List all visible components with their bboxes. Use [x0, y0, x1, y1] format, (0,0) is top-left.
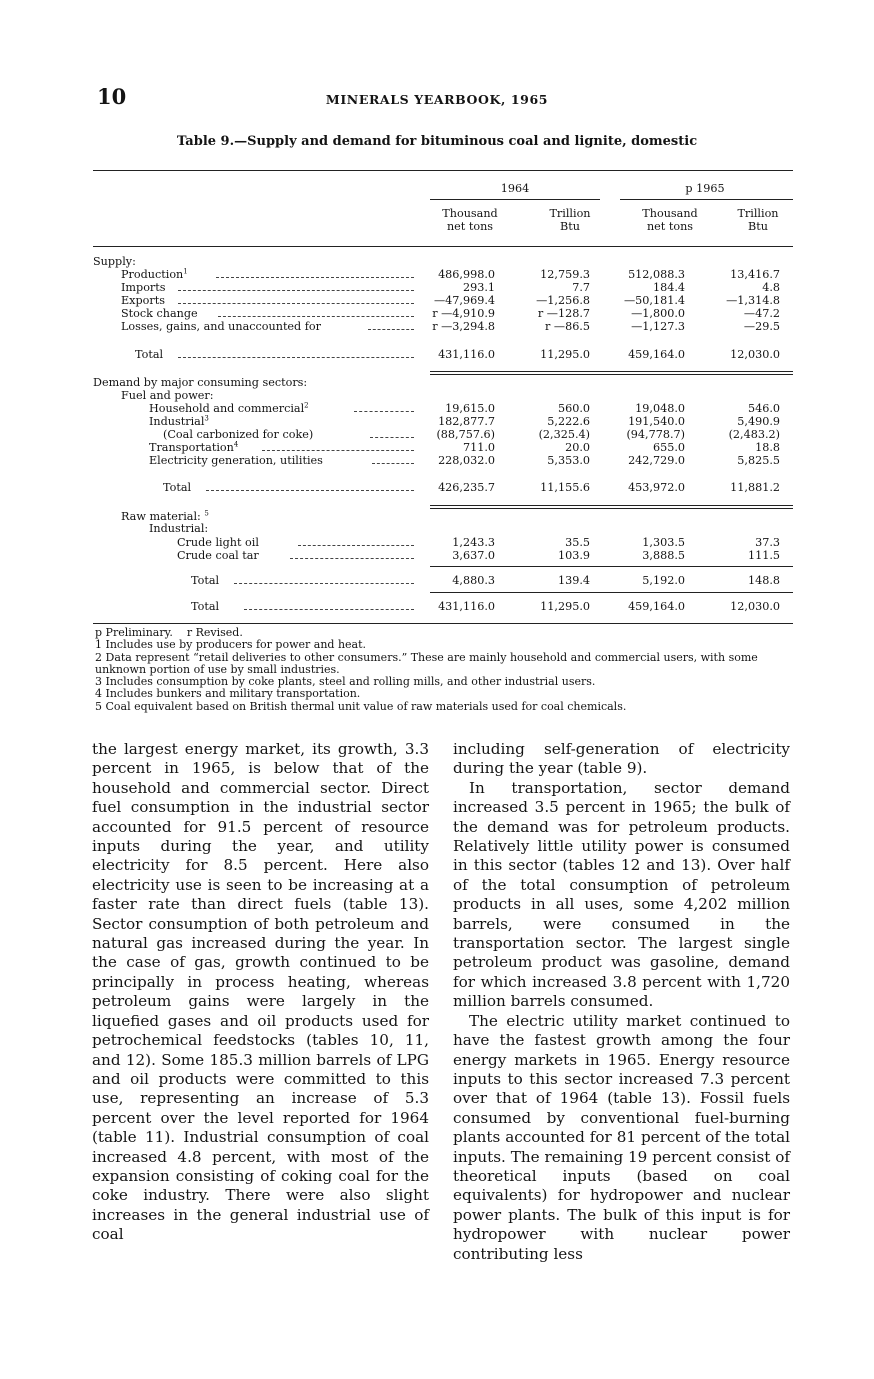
paragraph: The electric utility market continued to have the fastest growth among the four energy markets in 1965. Energy resource inputs to this sector increased 7.3 percent over that of 1964 (table 13). Fossil fuels consumed by conventional fuel-burning plants accounted for 81 percent of the total inputs. The remaining 19 percent consist of theoretical inputs (based on coal equivalents) for hydropower and nuclear power plants. The bulk of this input is for hydropower with nuclear power contributing less	[453, 1011, 790, 1263]
raw-total-rule	[430, 566, 793, 567]
paragraph: the largest energy market, its growth, 3.3 percent in 1965, is below that of the household and commercial sector. Direct fuel consumption in the industrial sector accounted for 91.5 percent of resource inputs during the year, and utility electricity for 8.5 percent. Here also electricity use is seen to be increasing at a faster rate than direct fuels (table 13). Sector consumption of both petroleum and natural gas increased during the year. In the case of gas, growth continued to be principally in process heating, whereas petroleum gains were largely in the liquefied gases and oil products used for petrochemical feedstocks (tables 10, 11, and 12). Some 185.3 million barrels of LPG and oil products were committed to this use, representing an increase of 5.3 percent over the level reported for 1964 (table 11). Industrial consumption of coal increased 4.8 percent, with most of the expansion consisting of coking coal for the coke industry. There were also slight increases in the general industrial use of coal	[92, 740, 429, 1244]
paragraph: In transportation, sector demand increased 3.5 percent in 1965; the bulk of the demand was for petroleum products. Relatively little utility power is consumed in this sector (tables 12 and 13). Over half of the total consumption of petroleum products in all uses, some 4,202 million barrels, were consumed in the transportation sector. The largest single petroleum product was gasoline, demand for which increased 3.8 percent with 1,720 million barrels consumed.	[453, 778, 790, 1011]
table-total-row: Total 4,880.3 139.4 5,192.0 148.8	[191, 574, 780, 587]
raw-heading: Raw material: $^5$	[121, 509, 209, 523]
table-title: Table 9.—Supply and demand for bituminous coal and lignite, domestic	[176, 134, 698, 149]
body-column-left	[92, 740, 429, 1245]
fuel-total-rule	[430, 505, 793, 506]
table-row: Imports 293.1 7.7 184.4 4.8	[121, 281, 780, 294]
year-1965-rule	[620, 199, 793, 200]
table-top-rule	[93, 170, 793, 171]
table-row: Transportation$^4$ 711.0 20.0 655.0 18.8	[149, 440, 780, 454]
grand-total-rule	[430, 592, 793, 593]
body-column-right	[453, 740, 790, 1264]
supply-heading: Supply:	[93, 255, 136, 268]
table-footnotes	[95, 627, 795, 713]
table-row: Losses, gains, and unaccounted for r —3,294.8 r —86.5 —1,127.3 —29.5	[121, 320, 780, 333]
table-row: Crude coal tar 3,637.0 103.9 3,888.5 111.5	[177, 549, 780, 562]
footnote-4: 4 Includes bunkers and military transportation.	[95, 687, 361, 701]
table-row: Household and commercial$^2$ 19,615.0 560.0 19,048.0 546.0	[149, 401, 780, 415]
fuel-total-rule-2	[430, 508, 793, 509]
col-header-4: Trillion Btu	[737, 207, 779, 233]
table-row: (Coal carbonized for coke) (88,757.6) (2,325.4) (94,778.7) (2,483.2)	[163, 428, 780, 441]
col-header-2: Trillion Btu	[549, 207, 591, 233]
fuel-heading: Fuel and power:	[121, 389, 214, 402]
table-row: Crude light oil 1,243.3 35.5 1,303.5 37.3	[177, 536, 780, 549]
footnote-revised: r Revised.	[186, 626, 243, 639]
table-row: Electricity generation, utilities 228,032.0 5,353.0 242,729.0 5,825.5	[149, 454, 780, 467]
col-header-3: Thousand net tons	[642, 207, 698, 233]
supply-total-rule-2	[430, 374, 793, 375]
footnote-5: 5 Coal equivalent based on British thermal unit value of raw materials used for coal chemicals.	[95, 699, 627, 713]
col-header-1: Thousand net tons	[442, 207, 498, 233]
year-1964-rule	[430, 199, 600, 200]
table-row: Stock change r —4,910.9 r —128.7 —1,800.0 —47.2	[121, 307, 780, 320]
footnote-preliminary: p Preliminary.	[95, 626, 173, 639]
footnote-3: 3 Includes consumption by coke plants, steel and rolling mills, and other industrial users.	[95, 675, 596, 689]
table-header-rule	[93, 246, 793, 247]
table-row: Exports —47,969.4 —1,256.8 —50,181.4 —1,314.8	[121, 294, 780, 307]
paragraph: including self-generation of electricity during the year (table 9).	[453, 740, 790, 778]
footnote-1: 1 Includes use by producers for power and heat.	[95, 638, 367, 652]
table-bottom-rule	[93, 623, 793, 624]
footnote-2: 2 Data represent “retail deliveries to other consumers.” These are mainly household and commercial users, with some unknown portion of use by small industries.	[95, 650, 758, 676]
table-total-row: Total 426,235.7 11,155.6 453,972.0 11,881.2	[163, 481, 780, 494]
table-row: Industrial$^3$ 182,877.7 5,222.6 191,540.0 5,490.9	[149, 414, 780, 428]
demand-heading: Demand by major consuming sectors:	[93, 376, 308, 389]
table-total-row: Total 431,116.0 11,295.0 459,164.0 12,030.0	[135, 348, 780, 361]
year-1965-header: p 1965	[685, 182, 725, 195]
supply-total-rule	[430, 371, 793, 372]
table-grand-total-row: Total 431,116.0 11,295.0 459,164.0 12,030.0	[191, 600, 780, 613]
table-row: Production$^1$ 486,998.0 12,759.3 512,088.3 13,416.7	[121, 267, 780, 281]
running-head: MINERALS YEARBOOK, 1965	[325, 92, 549, 107]
page-number: 10	[97, 84, 127, 109]
raw-industrial-heading: Industrial:	[149, 522, 209, 535]
year-1964-header: 1964	[500, 182, 530, 195]
